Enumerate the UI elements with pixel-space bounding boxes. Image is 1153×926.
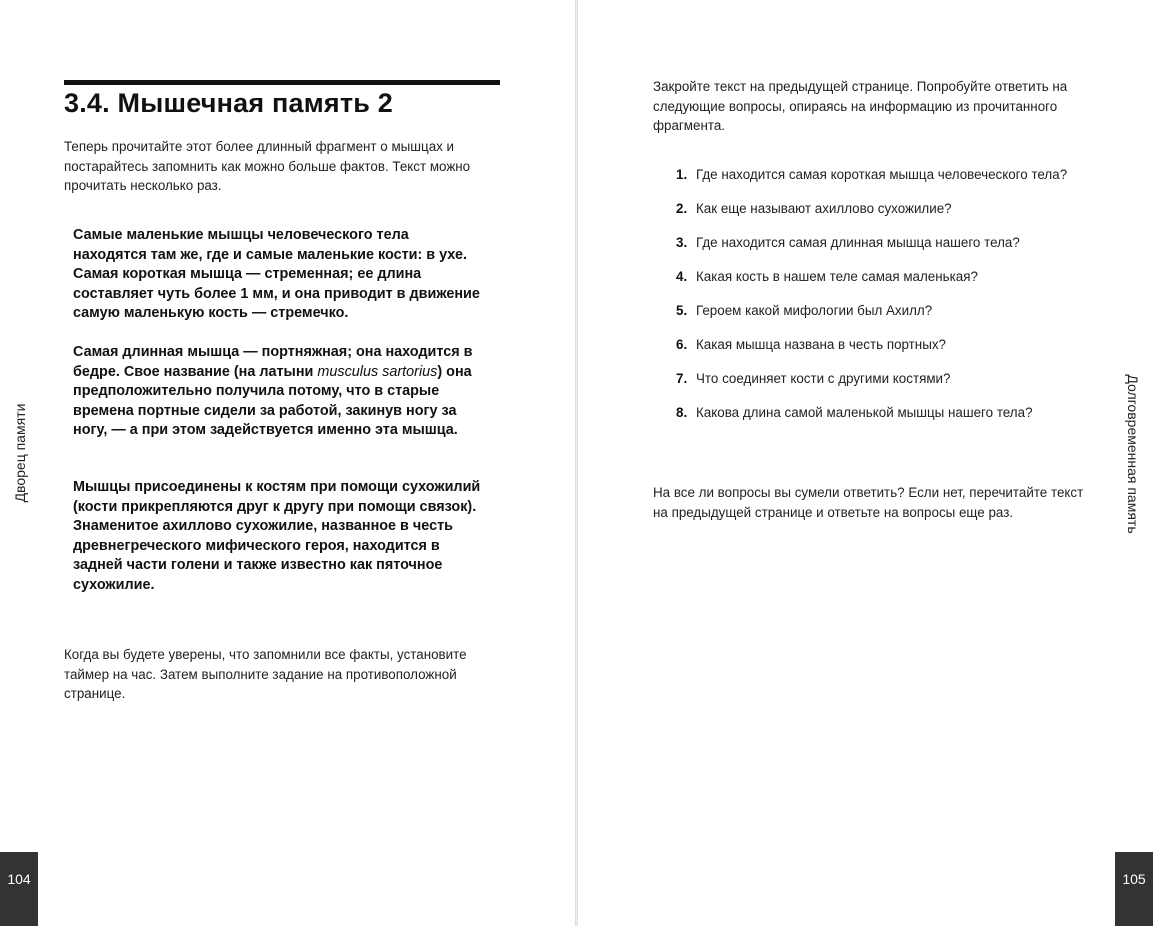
page-number-left: 104 xyxy=(0,852,38,926)
question-number: 2. xyxy=(676,201,688,216)
list-item xyxy=(676,369,1076,388)
list-item xyxy=(676,233,1076,252)
question-text: Где находится самая короткая мышца человеческого тела? xyxy=(696,167,1068,182)
page-title: 3.4. Мышечная память 2 xyxy=(64,88,393,118)
list-item xyxy=(676,199,1076,218)
left-side-label xyxy=(10,0,32,926)
list-item xyxy=(676,267,1076,286)
question-number: 8. xyxy=(676,405,688,420)
question-number: 6. xyxy=(676,337,688,352)
paragraph-longest-muscle xyxy=(73,343,483,441)
question-text: Что соединяет кости с другими костями? xyxy=(696,371,951,386)
question-text: Как еще называют ахиллово сухожилие? xyxy=(696,201,952,216)
paragraph-tendons: Мышцы присоединены к костям при помощи сухожилий (кости прикрепляются друг к другу при помощи связок). Знаменитое ахиллово сухожилие, названное в честь древнегреческого мифического героя, находится в задней части голени и также известно как пяточное сухожилие. xyxy=(73,479,481,593)
question-number: 7. xyxy=(676,371,688,386)
question-text: Героем какой мифологии был Ахилл? xyxy=(696,303,933,318)
question-text: Где находится самая длинная мышца нашего тела? xyxy=(696,235,1020,250)
right-page xyxy=(578,0,1153,926)
questions-list xyxy=(676,165,1076,422)
outro-text: Когда вы будете уверены, что запомнили все факты, установите таймер на час. Затем выполните задание на противоположной странице. xyxy=(64,647,467,702)
paragraph-longest-muscle-part1: Самая длинная мышца — портняжная; она находится в бедре. Свое название (на латыни xyxy=(73,344,473,380)
question-text: Какая мышца названа в честь портных? xyxy=(696,337,946,352)
title-rule xyxy=(64,80,500,85)
question-number: 1. xyxy=(676,167,688,182)
list-item xyxy=(676,335,1076,354)
list-item xyxy=(676,403,1076,422)
right-side-label-text: Долговременная память xyxy=(1125,374,1141,534)
question-number: 5. xyxy=(676,303,688,318)
book-gutter xyxy=(575,0,578,926)
right-intro-text: Закройте текст на предыдущей странице. Попробуйте ответить на следующие вопросы, опираясь на информацию из прочитанного фрагмента. xyxy=(653,79,1068,134)
page-number-right: 105 xyxy=(1115,852,1153,926)
paragraph-longest-muscle-part2: ) она предположительно получила потому, что в старые времена портные сидели за работой, закинув ногу за ногу, — а при этом задействуется именно эта мышца. xyxy=(73,363,472,439)
question-text: Какая кость в нашем теле самая маленькая? xyxy=(696,269,978,284)
left-side-label-text: Дворец памяти xyxy=(12,403,28,503)
list-item xyxy=(676,165,1076,184)
intro-text: Теперь прочитайте этот более длинный фрагмент о мышцах и постарайтесь запомнить как можно больше фактов. Текст можно прочитать несколько раз. xyxy=(64,139,471,194)
right-side-label xyxy=(1123,0,1145,926)
right-outro-text: На все ли вопросы вы сумели ответить? Если нет, перечитайте текст на предыдущей странице и ответьте на вопросы еще раз. xyxy=(653,485,1084,520)
latin-term: musculus sartorius xyxy=(317,363,438,380)
question-number: 3. xyxy=(676,235,688,250)
list-item xyxy=(676,301,1076,320)
question-number: 4. xyxy=(676,269,688,284)
paragraph-smallest-muscle: Самые маленькие мышцы человеческого тела находятся там же, где и самые маленькие кости: в ухе. Самая короткая мышца — стременная; ее длина составляет чуть более 1 мм, и она приводит в движение самую маленькую кость — стремечко. xyxy=(73,227,480,322)
question-text: Какова длина самой маленькой мышцы нашего тела? xyxy=(696,405,1033,420)
